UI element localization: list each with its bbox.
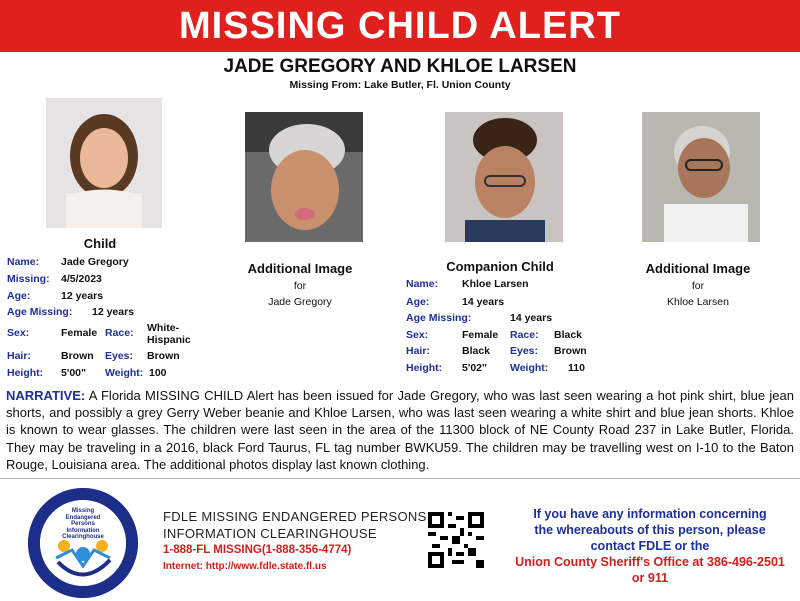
- child2-agemissing-label: Age Missing:: [406, 312, 472, 324]
- logo-text-2: Endangered: [65, 514, 101, 521]
- org-line-1: FDLE MISSING ENDANGERED PERSONS: [163, 509, 427, 524]
- child-title: Child: [83, 236, 117, 251]
- info-line-2: the whereabouts of this person, please: [534, 523, 766, 537]
- alert-banner: MISSING CHILD ALERT: [0, 0, 800, 52]
- child2-age-value: 14 years: [462, 296, 505, 308]
- child1-height-value: 5'00": [61, 367, 86, 379]
- narrative: [6, 387, 794, 473]
- photo-khloe-additional: [642, 112, 760, 242]
- additional2-for: for: [691, 280, 705, 292]
- logo-text-1: Missing: [71, 508, 95, 514]
- child1-missing-label: Missing:: [7, 273, 50, 285]
- child2-name-label: Name:: [406, 278, 439, 290]
- child1-weight-label: Weight:: [105, 367, 144, 379]
- child1-sex-label: Sex:: [7, 327, 30, 339]
- child2-name-value: Khloe Larsen: [462, 278, 529, 290]
- child2-race-value: Black: [554, 329, 583, 341]
- additional1-title: Additional Image: [247, 261, 353, 276]
- child1-hair-label: Hair:: [7, 350, 31, 362]
- child2-height-label: Height:: [406, 362, 443, 374]
- logo-text-5: Clearinghouse: [62, 534, 104, 540]
- photo-khloe-larsen: [445, 112, 563, 242]
- photo-jade-additional: [245, 112, 363, 242]
- child2-eyes-value: Brown: [554, 345, 587, 357]
- photo-jade-gregory: [46, 98, 162, 228]
- child1-weight-value: 100: [149, 367, 167, 379]
- child1-name-label: Name:: [7, 256, 40, 268]
- additional1-name: Jade Gregory: [268, 296, 332, 308]
- child1-eyes-label: Eyes:: [105, 350, 134, 362]
- narrative-label: NARRATIVE:: [6, 388, 86, 403]
- logo-text-4: Information: [66, 527, 100, 534]
- child2-eyes-label: Eyes:: [510, 345, 539, 357]
- child1-eyes-value: Brown: [147, 350, 180, 362]
- child1-name-value: Jade Gregory: [61, 256, 129, 268]
- org-phone: 1-888-FL MISSING(1-888-356-4774): [163, 544, 352, 556]
- child1-race-label: Race:: [105, 327, 134, 339]
- additional2-title: Additional Image: [645, 261, 751, 276]
- info-line-3: contact FDLE or the: [590, 539, 710, 553]
- info-line-1: If you have any information concerning: [533, 507, 767, 521]
- companion-title: Companion Child: [446, 259, 554, 274]
- child1-agemissing-label: Age Missing:: [7, 306, 73, 318]
- child2-sex-value: Female: [462, 329, 499, 341]
- child2-weight-value: 110: [568, 362, 585, 374]
- child1-agemissing-value: 12 years: [92, 306, 135, 318]
- fdle-logo: [28, 488, 138, 598]
- missing-from: Missing From: Lake Butler, Fl. Union County: [289, 79, 511, 91]
- child1-missing-value: 4/5/2023: [61, 273, 102, 285]
- additional2-name: Khloe Larsen: [667, 296, 729, 308]
- info-line-5: or 911: [631, 571, 669, 585]
- logo-text-3: Persons: [71, 521, 95, 527]
- child2-race-label: Race:: [510, 329, 539, 341]
- org-website[interactable]: Internet: http://www.fdle.state.fl.us: [163, 561, 327, 572]
- child2-hair-value: Black: [462, 345, 491, 357]
- children-names: JADE GREGORY AND KHLOE LARSEN: [223, 56, 577, 77]
- child2-age-label: Age:: [406, 296, 430, 308]
- child2-hair-label: Hair:: [406, 345, 430, 357]
- info-line-4: Union County Sheriff's Office at 386-496-2501: [515, 555, 785, 569]
- child2-agemissing-value: 14 years: [510, 312, 553, 324]
- child2-height-value: 5'02": [462, 362, 487, 374]
- child1-sex-value: Female: [61, 327, 98, 339]
- child2-weight-label: Weight:: [510, 362, 549, 374]
- org-line-2: INFORMATION CLEARINGHOUSE: [163, 526, 377, 541]
- narrative-text: A Florida MISSING CHILD Alert has been issued for Jade Gregory, who was last seen wearing a hot pink shirt, blue jean shorts, and possibly a grey Gerry Weber beanie and Khloe Larsen, who was last seen wearing a white shirt and blue jean shorts. Khloe is known to wear glasses. The children were last seen in the area of the 11300 block of NE County Road 237 in Lake Butler, Florida. They may be traveling in a 2016, black Ford Taurus, FL tag number BWKU59. The children may be travelling west on I-10 to the Baton Rouge, Louisiana area. The additional photos display last known clothing.: [6, 388, 794, 472]
- qr-code: [428, 512, 484, 568]
- child1-height-label: Height:: [7, 367, 44, 379]
- child1-race-value: White-Hispanic: [147, 322, 191, 346]
- additional1-for: for: [293, 280, 307, 292]
- child1-hair-value: Brown: [61, 350, 94, 362]
- contact-info: [500, 506, 800, 586]
- child1-age-label: Age:: [7, 290, 31, 302]
- child2-sex-label: Sex:: [406, 329, 429, 341]
- child1-age-value: 12 years: [61, 290, 104, 302]
